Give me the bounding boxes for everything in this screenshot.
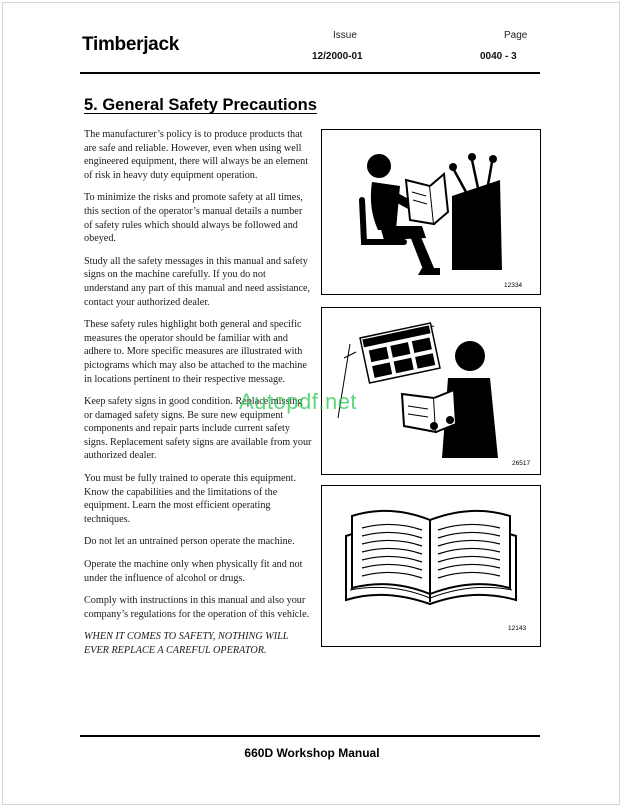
operator-reading-manual-icon [322, 130, 540, 294]
paragraph: Do not let an untrained person operate the machine. [84, 536, 295, 548]
brand-logo-text: Timberjack [82, 34, 179, 55]
figure-operator-reading [321, 129, 541, 295]
page-number: 0040 - 3 [480, 51, 517, 62]
paragraph: Keep safety signs in good condition. Replace missing or damaged safety signs. Be sure new equipment components and repair parts include current safety signs. Replacement safety signs are available from your authorized dealer. [84, 396, 312, 462]
paragraph: Operate the machine only when physically fit and not under the influence of alcohol or drugs. [84, 559, 303, 584]
issue-label: Issue [333, 30, 357, 41]
footer-divider [80, 735, 540, 737]
footer-title: 660D Workshop Manual [244, 746, 380, 760]
figure-number: 12143 [508, 625, 527, 632]
watermark: Autopdf.net [239, 389, 358, 414]
figure-number: 12334 [504, 282, 523, 289]
figure-open-book [321, 485, 541, 647]
section-title: 5. General Safety Precautions [84, 96, 317, 114]
open-book-icon [322, 486, 540, 646]
issue-value: 12/2000-01 [312, 51, 363, 62]
paragraph: Comply with instructions in this manual and also your company’s regulations for the operation of this vehicle. [84, 595, 310, 620]
figure-number: 26517 [512, 460, 531, 467]
paragraph: You must be fully trained to operate this equipment. Know the capabilities and the limitations of the equipment. Learn the most efficient operating techniques. [84, 473, 297, 525]
closing-statement: WHEN IT COMES TO SAFETY, NOTHING WILL EVER REPLACE A CAREFUL OPERATOR. [84, 631, 289, 656]
paragraph: The manufacturer’s policy is to produce products that are safe and reliable. However, even when using well engineered equipment, there will always be an element of risk in heavy duty equipment operation. [84, 129, 309, 181]
header-divider [80, 72, 540, 74]
page-header [80, 24, 540, 72]
paragraph: Study all the safety messages in this manual and safety signs on the machine carefully. If you do not understand any part of this manual and need assistance, contact your authorized dealer. [84, 255, 311, 308]
paragraph: To minimize the risks and promote safety at all times, this section of the operator’s manual details a number of safety rules which should always be followed and obeyed. [84, 192, 303, 245]
page-label: Page [504, 30, 528, 41]
paragraph: These safety rules highlight both general and specific measures the operator should be familiar with and adhere to. More specific measures are illustrated with pictograms which may also be attached to the machine in locations pertinent to their respective message. [84, 319, 307, 385]
